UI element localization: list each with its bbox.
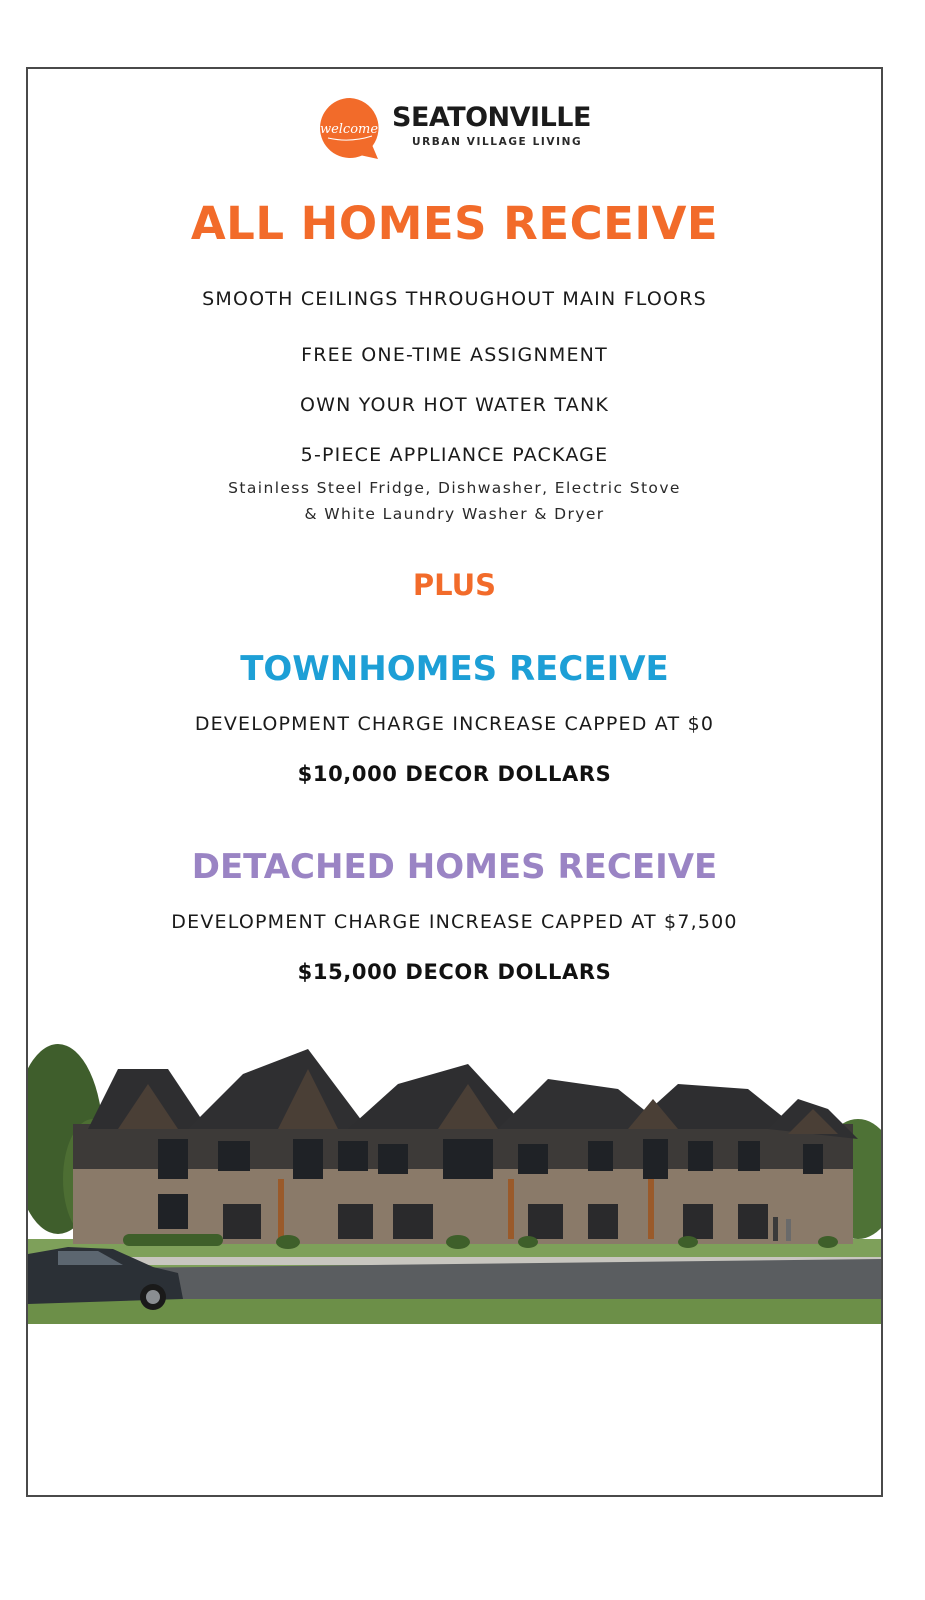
brand-name: SEATONVILLE <box>392 102 591 133</box>
benefit-item: FREE ONE-TIME ASSIGNMENT <box>301 344 608 366</box>
appliance-detail-line: Stainless Steel Fridge, Dishwasher, Electric Stove <box>228 479 681 497</box>
flyer-frame <box>26 67 883 1497</box>
plus-label: PLUS <box>412 568 497 602</box>
appliance-detail-line: & White Laundry Washer & Dryer <box>304 505 605 523</box>
detached-heading: DETACHED HOMES RECEIVE <box>191 847 718 887</box>
townhomes-heading: TOWNHOMES RECEIVE <box>240 649 669 689</box>
townhomes-charge-line: DEVELOPMENT CHARGE INCREASE CAPPED AT $0 <box>194 713 715 735</box>
detached-decor-line: $15,000 DECOR DOLLARS <box>297 960 612 984</box>
benefit-item: OWN YOUR HOT WATER TANK <box>299 394 610 416</box>
all-homes-heading: ALL HOMES RECEIVE <box>190 197 719 250</box>
townhome-rendering-image <box>28 1029 883 1324</box>
benefit-item: 5-PIECE APPLIANCE PACKAGE <box>300 444 609 466</box>
welcome-speech-bubble-icon <box>318 96 382 160</box>
brand-tagline: URBAN VILLAGE LIVING <box>412 136 583 148</box>
detached-charge-line: DEVELOPMENT CHARGE INCREASE CAPPED AT $7,500 <box>171 911 738 933</box>
townhomes-decor-line: $10,000 DECOR DOLLARS <box>297 762 612 786</box>
seatonville-logo <box>318 96 608 166</box>
logo-script-word: welcome <box>319 122 379 137</box>
benefit-item: SMOOTH CEILINGS THROUGHOUT MAIN FLOORS <box>202 288 707 310</box>
